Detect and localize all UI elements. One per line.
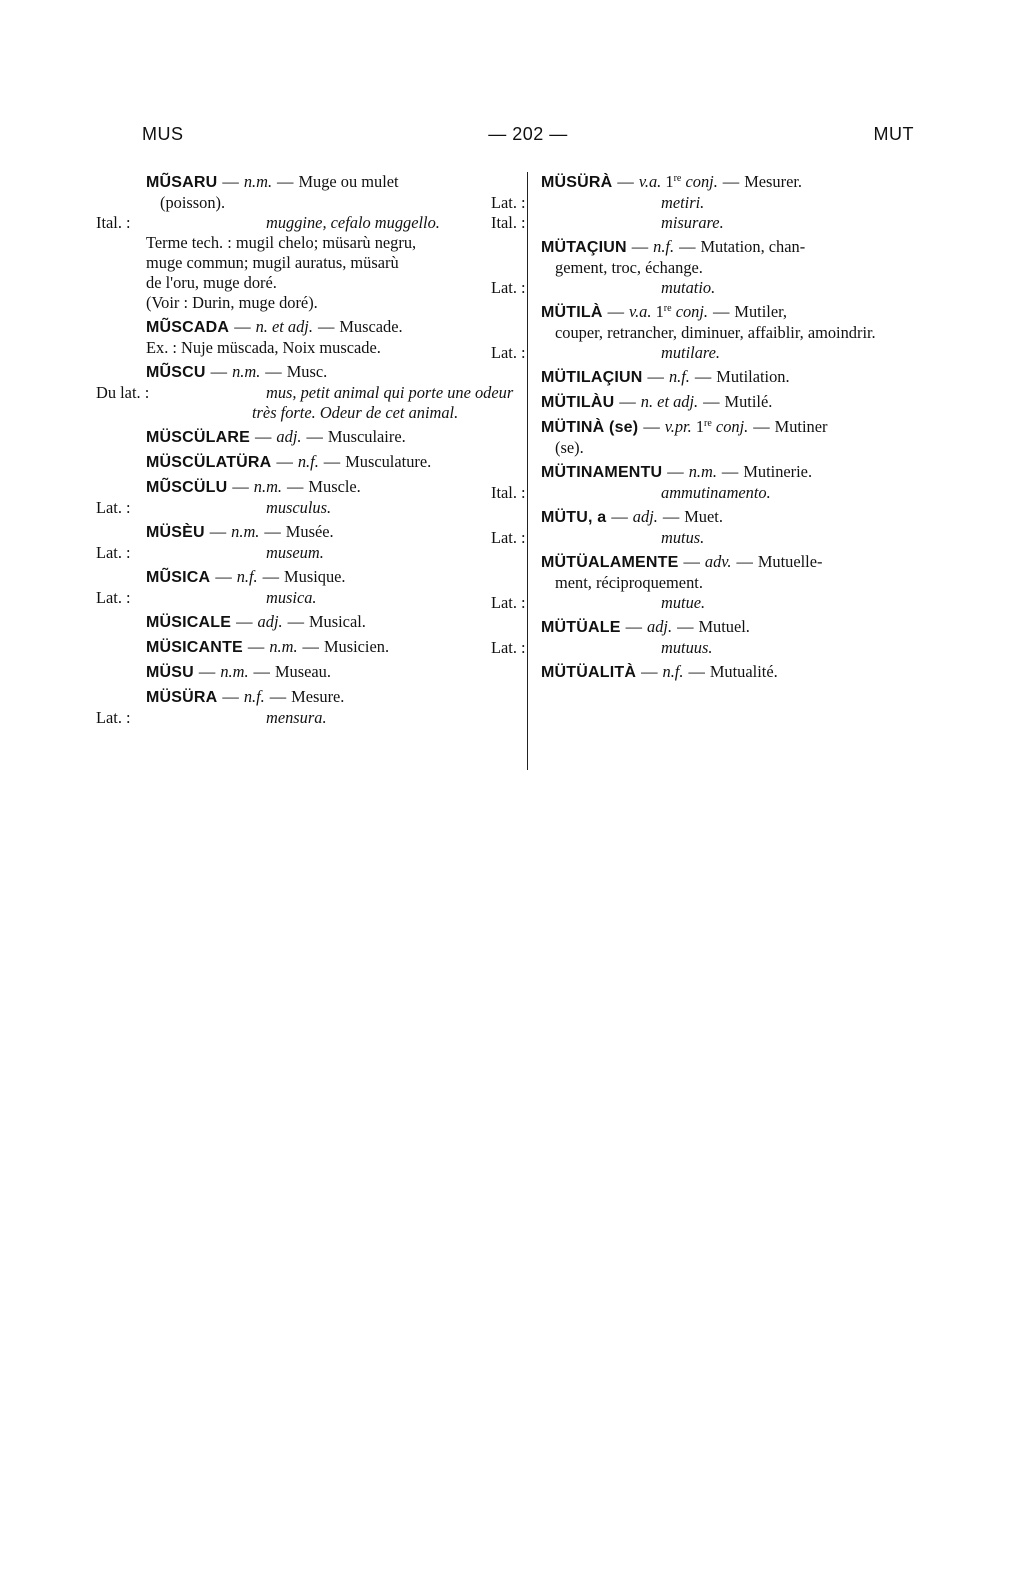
etymology-source: Ital. : <box>491 483 526 502</box>
dictionary-entry <box>96 522 518 563</box>
definition: Musée. <box>285 522 334 541</box>
entry-first-line <box>146 687 518 708</box>
conjugation-label: conj. <box>715 417 749 436</box>
etymology-value: mutuus. <box>661 638 713 657</box>
headword: MÜSCÜLARE <box>146 429 251 446</box>
entry-first-line <box>146 637 518 658</box>
entry-first-line <box>541 367 915 388</box>
etymology-line <box>491 193 915 213</box>
entry-note-line: Terme tech. : mugil chelo; müsarù negru, <box>146 233 417 252</box>
definition-continuation: (se). <box>555 438 584 457</box>
grammar-label: n.f. <box>662 662 684 681</box>
dash: — <box>222 687 239 706</box>
grammar-label: n.f. <box>236 567 258 586</box>
headword: MÜSÜRÀ <box>541 174 613 191</box>
dictionary-entry <box>491 462 915 503</box>
entry-first-line <box>541 172 915 193</box>
dictionary-entry <box>96 172 518 313</box>
entry-first-line <box>541 302 915 323</box>
headword: MÜTINAMENTU <box>541 464 663 481</box>
dash: — <box>323 452 341 471</box>
grammar-label: v.a. <box>629 302 652 321</box>
entry-first-line <box>541 552 915 573</box>
dash: — <box>269 687 287 706</box>
etymology-value: mutatio. <box>661 278 716 297</box>
definition: Musical. <box>308 612 366 631</box>
headword: MŨSARU <box>146 174 218 191</box>
page-number: — 202 — <box>488 124 568 144</box>
entry-note-line: Ex. : Nuje müscada, Noix muscade. <box>146 338 381 357</box>
definition: Mesure. <box>291 687 345 706</box>
dash: — <box>222 172 239 191</box>
entry-note-line: muge commun; mugil auratus, müsarù <box>146 253 399 272</box>
dash: — <box>677 617 694 636</box>
headword: MÜTÜALE <box>541 619 621 636</box>
dash: — <box>287 612 304 631</box>
definition-continuation: (poisson). <box>160 193 226 212</box>
headword: MÜTINÀ (se) <box>541 419 639 436</box>
dash: — <box>210 362 228 381</box>
entry-first-line <box>146 317 518 338</box>
conjugation-superscript: re <box>704 418 712 429</box>
entry-first-line <box>541 417 915 438</box>
grammar-label: n.f. <box>297 452 319 471</box>
dash: — <box>253 662 270 681</box>
etymology-line <box>491 483 915 503</box>
etymology-source: Ital. : <box>491 213 526 232</box>
etymology-line <box>491 528 915 548</box>
definition: Mutuel. <box>698 617 750 636</box>
left-column <box>96 172 518 732</box>
grammar-label: n.m. <box>688 462 717 481</box>
dash: — <box>679 237 696 256</box>
headword: MÜSÈU <box>146 524 205 541</box>
entry-first-line <box>541 237 915 258</box>
headword: MŨSCÜLU <box>146 479 228 496</box>
entry-first-line <box>541 617 915 638</box>
right-column <box>491 172 915 687</box>
definition: Mutiler, <box>734 302 788 321</box>
conjugation-label: conj. <box>685 172 718 191</box>
conjugation-number: 1 <box>665 172 674 191</box>
dictionary-entry <box>541 417 915 458</box>
etymology-source: Ital. : <box>96 213 131 232</box>
grammar-label: n.m. <box>269 637 298 656</box>
etymology-value: ammutinamento. <box>661 483 771 502</box>
dash: — <box>694 367 712 386</box>
entry-first-line <box>541 462 915 483</box>
conjugation-number: 1 <box>655 302 664 321</box>
headword: MŨSCU <box>146 364 206 381</box>
dictionary-entry <box>541 662 915 683</box>
etymology-value: museum. <box>266 543 324 562</box>
definition: Mutiner <box>774 417 828 436</box>
grammar-label: n.m. <box>253 477 283 496</box>
dash: — <box>667 462 684 481</box>
dictionary-entry <box>491 302 915 363</box>
headword: MÜTILAÇIUN <box>541 369 643 386</box>
etymology-line <box>491 638 915 658</box>
dash: — <box>643 417 660 436</box>
etymology-line <box>96 543 518 563</box>
etymology-line <box>96 498 518 518</box>
dash: — <box>209 522 227 541</box>
etymology-source: Lat. : <box>96 708 131 727</box>
entry-first-line <box>541 392 915 413</box>
dash: — <box>647 367 664 386</box>
headword: MŨSICA <box>146 569 211 586</box>
dash: — <box>234 317 251 336</box>
dash: — <box>617 172 634 191</box>
etymology-value: mutue. <box>661 593 706 612</box>
dash: — <box>277 172 294 191</box>
entry-note-line: de l'oru, muge doré. <box>146 273 277 292</box>
etymology-line <box>491 593 915 613</box>
headword: MÜSU <box>146 664 194 681</box>
column-divider <box>527 172 528 770</box>
dash: — <box>721 462 739 481</box>
etymology-source: Du lat. : <box>96 383 150 402</box>
definition: Mutation, chan- <box>700 237 806 256</box>
etymology-value: metiri. <box>661 193 705 212</box>
etymology-source: Lat. : <box>96 588 131 607</box>
entry-first-line <box>146 427 518 448</box>
dictionary-entry <box>146 452 518 473</box>
grammar-label: n.m. <box>220 662 249 681</box>
grammar-label: v.a. <box>638 172 662 191</box>
dash: — <box>236 612 253 631</box>
dictionary-entry <box>96 567 518 608</box>
dash: — <box>317 317 335 336</box>
etymology-line <box>491 278 915 298</box>
dash: — <box>198 662 216 681</box>
entry-note-line: (Voir : Durin, muge doré). <box>146 293 318 312</box>
definition-continuation: gement, troc, échange. <box>555 258 703 277</box>
headword: MŨSCADA <box>146 319 230 336</box>
definition: Musc. <box>286 362 328 381</box>
etymology-source: Lat. : <box>96 498 131 517</box>
definition: Mutilation. <box>716 367 790 386</box>
dash: — <box>607 302 625 321</box>
dictionary-entry <box>146 662 518 683</box>
grammar-label: n.m. <box>232 362 261 381</box>
dash: — <box>722 172 740 191</box>
etymology-value: musculus. <box>266 498 332 517</box>
dash: — <box>713 302 730 321</box>
etymology-line <box>491 213 915 233</box>
grammar-label: adj. <box>647 617 673 636</box>
dash: — <box>215 567 232 586</box>
dictionary-entry <box>146 612 518 633</box>
dash: — <box>302 637 319 656</box>
definition: Mutualité. <box>709 662 778 681</box>
dictionary-entry <box>96 362 518 423</box>
dash: — <box>247 637 265 656</box>
dash: — <box>641 662 658 681</box>
etymology-value: mus, petit animal qui porte une odeur très forte. Odeur de cet animal. <box>252 383 514 422</box>
dash: — <box>662 507 680 526</box>
etymology-value: musica. <box>266 588 317 607</box>
grammar-label: n.m. <box>243 172 273 191</box>
headword: MÜTÜALAMENTE <box>541 554 679 571</box>
etymology-source: Lat. : <box>491 528 526 547</box>
dash: — <box>753 417 770 436</box>
definition: Mutuelle- <box>757 552 823 571</box>
grammar-label: adj. <box>632 507 658 526</box>
etymology-source: Lat. : <box>491 193 526 212</box>
headword: MÜTILÀU <box>541 394 615 411</box>
etymology-line <box>96 708 518 728</box>
etymology-line <box>491 343 915 363</box>
etymology-line <box>96 213 518 233</box>
dictionary-entry <box>96 687 518 728</box>
definition-continuation: ment, réciproquement. <box>555 573 703 592</box>
etymology-value: mutus. <box>661 528 705 547</box>
dash: — <box>265 362 282 381</box>
grammar-label: n. et adj. <box>640 392 699 411</box>
headword: MÜSCÜLATÜRA <box>146 454 272 471</box>
definition: Muge ou mulet <box>298 172 399 191</box>
grammar-label: n. et adj. <box>255 317 313 336</box>
grammar-label: n.m. <box>231 522 260 541</box>
dictionary-entry <box>541 392 915 413</box>
definition-continuation: couper, retrancher, diminuer, affaiblir, amoindrir. <box>555 323 876 342</box>
definition: Mutilé. <box>724 392 773 411</box>
dash: — <box>232 477 249 496</box>
entry-first-line <box>146 662 518 683</box>
grammar-label: adv. <box>704 552 732 571</box>
headword: MÜTÜALITÀ <box>541 664 637 681</box>
etymology-line <box>96 588 518 608</box>
etymology-source: Lat. : <box>491 593 526 612</box>
headword: MÜTU, a <box>541 509 607 526</box>
grammar-label: adj. <box>257 612 283 631</box>
definition: Musculaire. <box>327 427 406 446</box>
definition: Muet. <box>684 507 723 526</box>
dash: — <box>264 522 281 541</box>
entry-first-line <box>146 477 518 498</box>
headword: MÜSICALE <box>146 614 232 631</box>
etymology-value: muggine, cefalo muggello. <box>266 213 440 232</box>
dictionary-entry <box>146 637 518 658</box>
etymology-source: Lat. : <box>96 543 131 562</box>
entry-first-line <box>541 662 915 683</box>
etymology-source: Lat. : <box>491 343 526 362</box>
headword: MÜTILÀ <box>541 304 603 321</box>
dash: — <box>625 617 643 636</box>
definition: Mutinerie. <box>743 462 813 481</box>
dictionary-entry <box>491 507 915 548</box>
definition: Muscade. <box>339 317 403 336</box>
definition: Museau. <box>274 662 331 681</box>
dash: — <box>631 237 649 256</box>
header-left-guideword: MUS <box>142 124 184 144</box>
dictionary-entry <box>146 317 518 358</box>
headword: MÜTAÇIUN <box>541 239 627 256</box>
running-header <box>142 124 914 154</box>
etymology-value: mensura. <box>266 708 327 727</box>
etymology-value: misurare. <box>661 213 724 232</box>
dash: — <box>736 552 753 571</box>
dash: — <box>287 477 304 496</box>
grammar-label: n.f. <box>653 237 675 256</box>
dash: — <box>276 452 293 471</box>
etymology-source: Lat. : <box>491 278 526 297</box>
dash: — <box>255 427 272 446</box>
dictionary-entry <box>491 617 915 658</box>
dictionary-entry <box>146 427 518 448</box>
entry-first-line <box>146 452 518 473</box>
etymology-value: mutilare. <box>661 343 721 362</box>
grammar-label: n.f. <box>668 367 690 386</box>
dash: — <box>683 552 700 571</box>
definition: Muscle. <box>308 477 361 496</box>
etymology-source: Lat. : <box>491 638 526 657</box>
dictionary-entry <box>491 172 915 233</box>
conjugation-superscript: re <box>673 173 682 184</box>
grammar-label: n.f. <box>243 687 265 706</box>
definition: Musique. <box>284 567 346 586</box>
dash: — <box>262 567 280 586</box>
dash: — <box>611 507 628 526</box>
dictionary-entry <box>491 237 915 298</box>
header-right-guideword: MUT <box>873 124 914 144</box>
grammar-label: adj. <box>276 427 302 446</box>
grammar-label: v.pr. <box>664 417 692 436</box>
entry-first-line <box>146 612 518 633</box>
entry-first-line <box>146 172 518 193</box>
entry-first-line <box>541 507 915 528</box>
dictionary-entry <box>96 477 518 518</box>
headword: MÜSÜRA <box>146 689 218 706</box>
headword: MÜSICANTE <box>146 639 243 656</box>
conjugation-number: 1 <box>695 417 705 436</box>
dash: — <box>306 427 323 446</box>
etymology-line <box>96 383 518 423</box>
dictionary-entry <box>541 367 915 388</box>
entry-first-line <box>146 362 518 383</box>
dash: — <box>703 392 720 411</box>
definition: Musicien. <box>323 637 390 656</box>
conjugation-superscript: re <box>663 303 672 314</box>
dash: — <box>619 392 636 411</box>
dash: — <box>688 662 705 681</box>
conjugation-label: conj. <box>675 302 709 321</box>
definition: Mesurer. <box>744 172 802 191</box>
dictionary-entry <box>491 552 915 613</box>
definition: Musculature. <box>345 452 432 471</box>
entry-first-line <box>146 567 518 588</box>
entry-first-line <box>146 522 518 543</box>
